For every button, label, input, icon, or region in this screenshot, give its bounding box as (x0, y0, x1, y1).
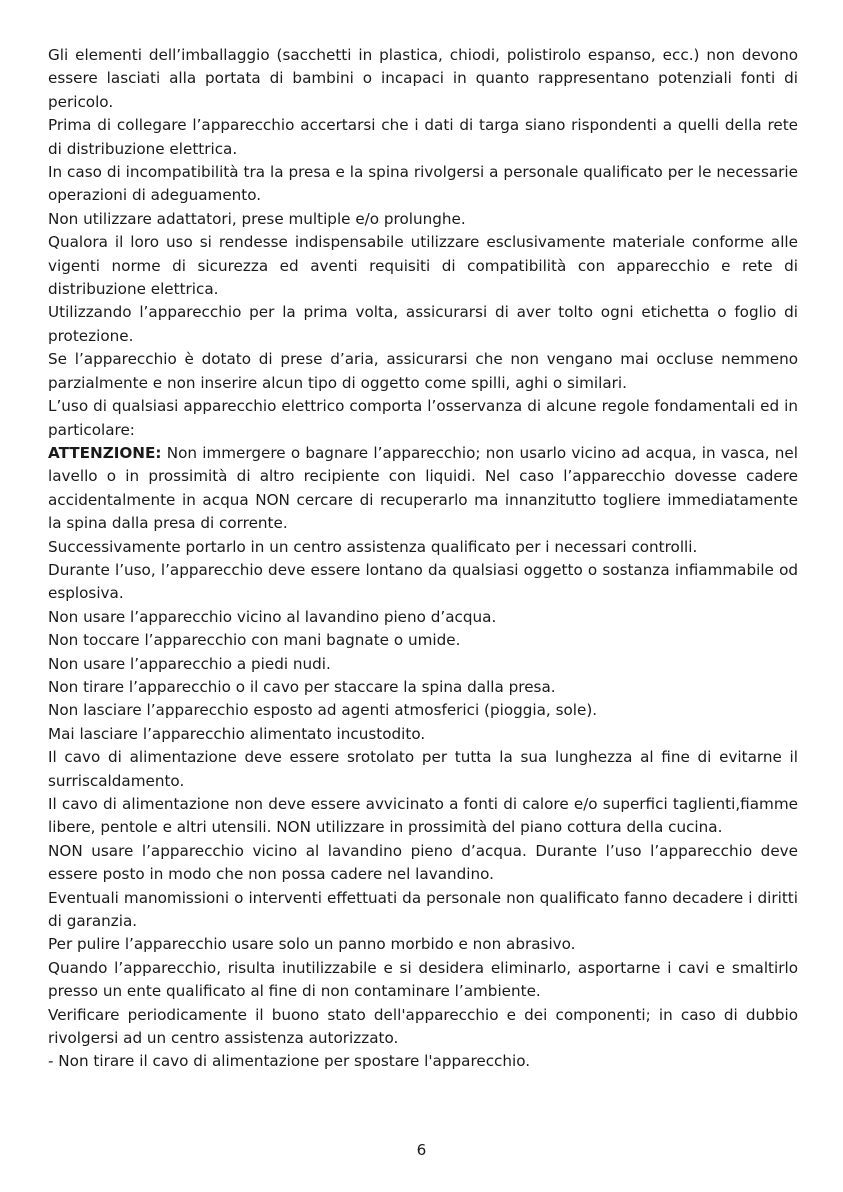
paragraph-basic-rules: L’uso di qualsiasi apparecchio elettrico comporta l’osservanza di alcune regole fondamentali ed in particolare: (48, 397, 798, 439)
warning-label: ATTENZIONE: (48, 443, 162, 462)
paragraph-wet-hands: Non toccare l’apparecchio con mani bagnate o umide. (48, 631, 461, 650)
paragraph-weather: Non lasciare l’apparecchio esposto ad agenti atmosferici (pioggia, sole). (48, 701, 598, 720)
paragraph-air-vents: Se l’apparecchio è dotato di prese d’aria, assicurarsi che non vengano mai occluse nemmeno parzialmente e non inserire alcun tipo di oggetto come spilli, aghi o similari. (48, 350, 798, 392)
paragraph-move-cable: - Non tirare il cavo di alimentazione per spostare l'apparecchio. (48, 1052, 531, 1071)
paragraph-sink: Non usare l’apparecchio vicino al lavandino pieno d’acqua. (48, 607, 497, 626)
paragraph-sink-position: NON usare l’apparecchio vicino al lavandino pieno d’acqua. Durante l’uso l’apparecchio deve essere posto in modo che non possa cadere nel lavandino. (48, 841, 798, 884)
page-number: 6 (416, 1141, 427, 1159)
paragraph-packaging: Gli elementi dell’imballaggio (sacchetti in plastica, chiodi, polistirolo espanso, ecc.) non devono essere lasciati alla portata di bambini o incapaci in quanto rappresentano potenziali fonti di pericolo. (48, 46, 798, 111)
paragraph-first-use: Utilizzando l’apparecchio per la prima volta, assicurarsi di aver tolto ogni etichetta o foglio di protezione. (48, 303, 798, 345)
paragraph-bare-feet: Non usare l’apparecchio a piedi nudi. (48, 654, 331, 673)
paragraph-periodic-check: Verificare periodicamente il buono stato dell'apparecchio e dei componenti; in caso di dubbio rivolgersi ad un centro assistenza autorizzato. (48, 1005, 798, 1048)
paragraph-unattended: Mai lasciare l’apparecchio alimentato incustodito. (48, 724, 426, 743)
paragraph-no-adapters: Non utilizzare adattatori, prese multiple e/o prolunghe. (48, 209, 466, 228)
paragraph-incompatibility: In caso di incompatibilità tra la presa e la spina rivolgersi a personale qualificato per le necessarie operazioni di adeguamento. (48, 163, 798, 205)
paragraph-rating-plate: Prima di collegare l’apparecchio accertarsi che i dati di targa siano rispondenti a quelli della rete di distribuzione elettrica. (48, 116, 798, 158)
paragraph-flammable: Durante l’uso, l’apparecchio deve essere lontano da qualsiasi oggetto o sostanza infiammabile od esplosiva. (48, 560, 798, 603)
warning-text: Non immergere o bagnare l’apparecchio; non usarlo vicino ad acqua, in vasca, nel lavello o in prossimità di altro recipiente con liquidi. Nel caso l’apparecchio dovesse cadere accidentalmente in acqua NON cercare di recuperarlo ma innanzitutto togliere immediatamente la spina dalla presa di corrente. (48, 443, 798, 533)
paragraph-warning (48, 442, 798, 536)
paragraph-cleaning: Per pulire l’apparecchio usare solo un panno morbido e non abrasivo. (48, 935, 576, 954)
paragraph-service-center: Successivamente portarlo in un centro assistenza qualificato per i necessari controlli. (48, 537, 698, 556)
paragraph-pull-cable: Non tirare l’apparecchio o il cavo per staccare la spina dalla presa. (48, 677, 556, 696)
paragraph-disposal: Quando l’apparecchio, risulta inutilizzabile e si desidera eliminarlo, asportarne i cavi e smaltirlo presso un ente qualificato al fine di non contaminare l’ambiente. (48, 958, 798, 1001)
paragraph-heat-sources: Il cavo di alimentazione non deve essere avvicinato a fonti di calore e/o superfici taglienti,fiamme libere, pentole e altri utensili. NON utilizzare in prossimità del piano cottura della cucina. (48, 795, 798, 837)
paragraph-compliant-material: Qualora il loro uso si rendesse indispensabile utilizzare esclusivamente materiale conforme alle vigenti norme di sicurezza ed aventi requisiti di compatibilità con apparecchio e rete di distribuzione elettrica. (48, 233, 798, 299)
paragraph-warranty: Eventuali manomissioni o interventi effettuati da personale non qualificato fanno decadere i diritti di garanzia. (48, 888, 798, 931)
document-body (48, 44, 798, 1074)
paragraph-unroll-cable: Il cavo di alimentazione deve essere srotolato per tutta la sua lunghezza al fine di evitarne il surriscaldamento. (48, 748, 798, 790)
